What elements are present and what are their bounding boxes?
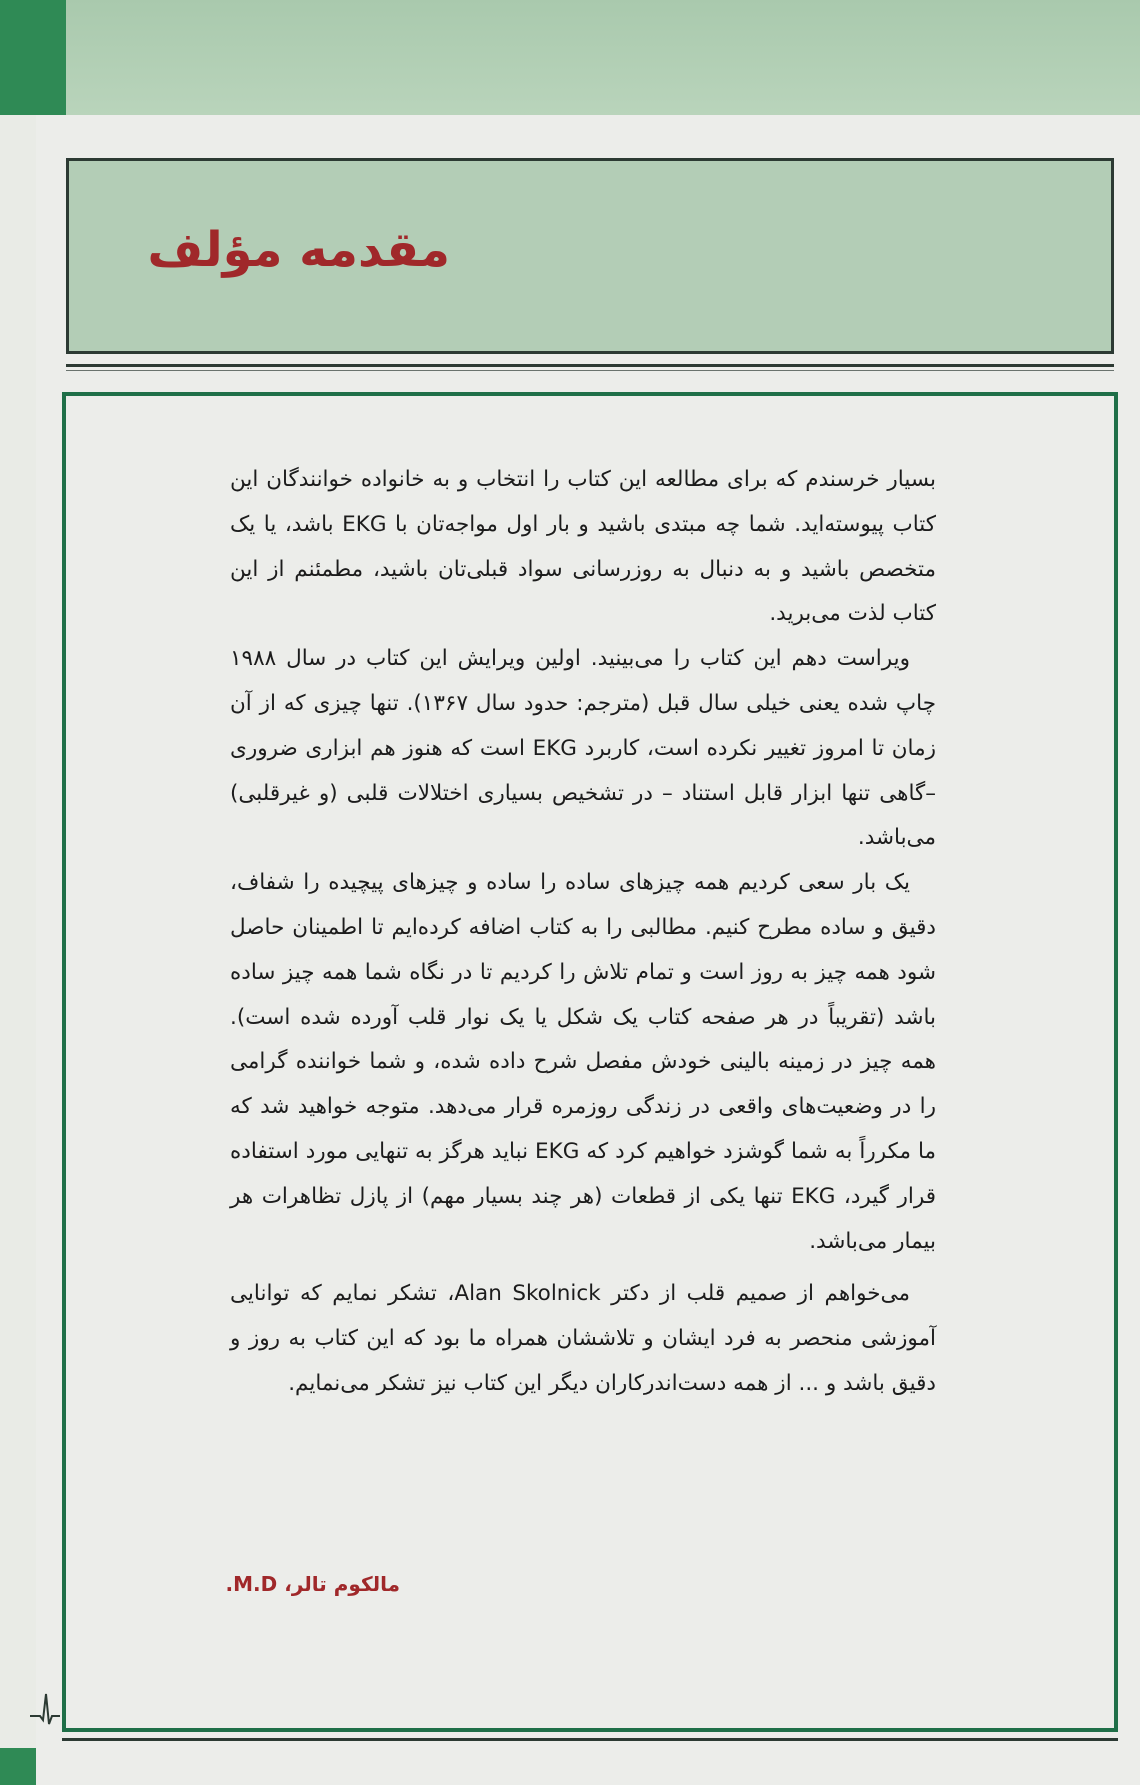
left-accent-strip — [0, 0, 66, 115]
top-color-band — [0, 0, 1140, 115]
author-signature: مالکوم تالر، M.D. — [225, 1572, 400, 1596]
bottom-accent-strip — [0, 1748, 36, 1785]
header-rule-thin — [66, 370, 1114, 371]
page-title: مقدمه مؤلف — [147, 222, 450, 278]
ekg-wave-icon — [30, 1690, 60, 1730]
paragraph: بسیار خرسندم که برای مطالعه این کتاب را انتخاب و به خانواده خوانندگان این کتاب پیوسته‌اید. شما چه مبتدی باشید و بار اول مواجه‌تان با EKG باشد، یا یک متخصص باشید و به دنبال به روزرسانی سواد قبلی‌تان باشید، مطمئنم از این کتاب لذت می‌برید. — [230, 467, 936, 627]
paragraph: ویراست دهم این کتاب را می‌بینید. اولین ویرایش این کتاب در سال ۱۹۸۸ چاپ شده یعنی خیلی سال قبل (مترجم: حدود سال ۱۳۶۷). تنها چیزی که از آن زمان تا امروز تغییر نکرده است، کاربرد EKG است که هنوز هم ابزاری ضروری –گاهی تنها ابزار قابل استناد – در تشخیص بسیاری اختلالات قلبی (و غیرقلبی) می‌باشد. — [230, 646, 936, 851]
paragraph: یک بار سعی کردیم همه چیزهای ساده را ساده و چیزهای پیچیده را شفاف، دقیق و ساده مطرح کنیم. مطالبی را به کتاب اضافه کرده‌ایم تا اطمینان حاصل شود همه چیز به روز است و تمام تلاش را کردیم تا در نگاه شما همه چیز ساده باشد (تقریباً در هر صفحه کتاب یک شکل یا یک نوار قلب آورده شده است). همه چیز در زمینه بالینی خودش مفصل شرح داده شده، و شما خواننده گرامی را در وضعیت‌های واقعی در زندگی روزمره قرار می‌دهد. متوجه خواهید شد که ما مکرراً به شما گوشزد خواهیم کرد که EKG نباید هرگز به تنهایی مورد استفاده قرار گیرد، EKG تنها یکی از قطعات (هر چند بسیار مهم) از پازل تظاهرات هر بیمار می‌باشد. — [230, 870, 937, 1254]
header-rule — [66, 364, 1114, 367]
footer-rule — [62, 1738, 1118, 1741]
preface-text — [230, 458, 936, 1407]
paragraph: می‌خواهم از صمیم قلب از دکتر Alan Skolnick، تشکر نمایم که توانایی آموزشی منحصر به فرد ایشان و تلاششان همراه ما بود که این کتاب به روز و دقیق باشد و ... از همه دست‌اندرکاران دیگر این کتاب نیز تشکر می‌نمایم. — [230, 1281, 936, 1396]
